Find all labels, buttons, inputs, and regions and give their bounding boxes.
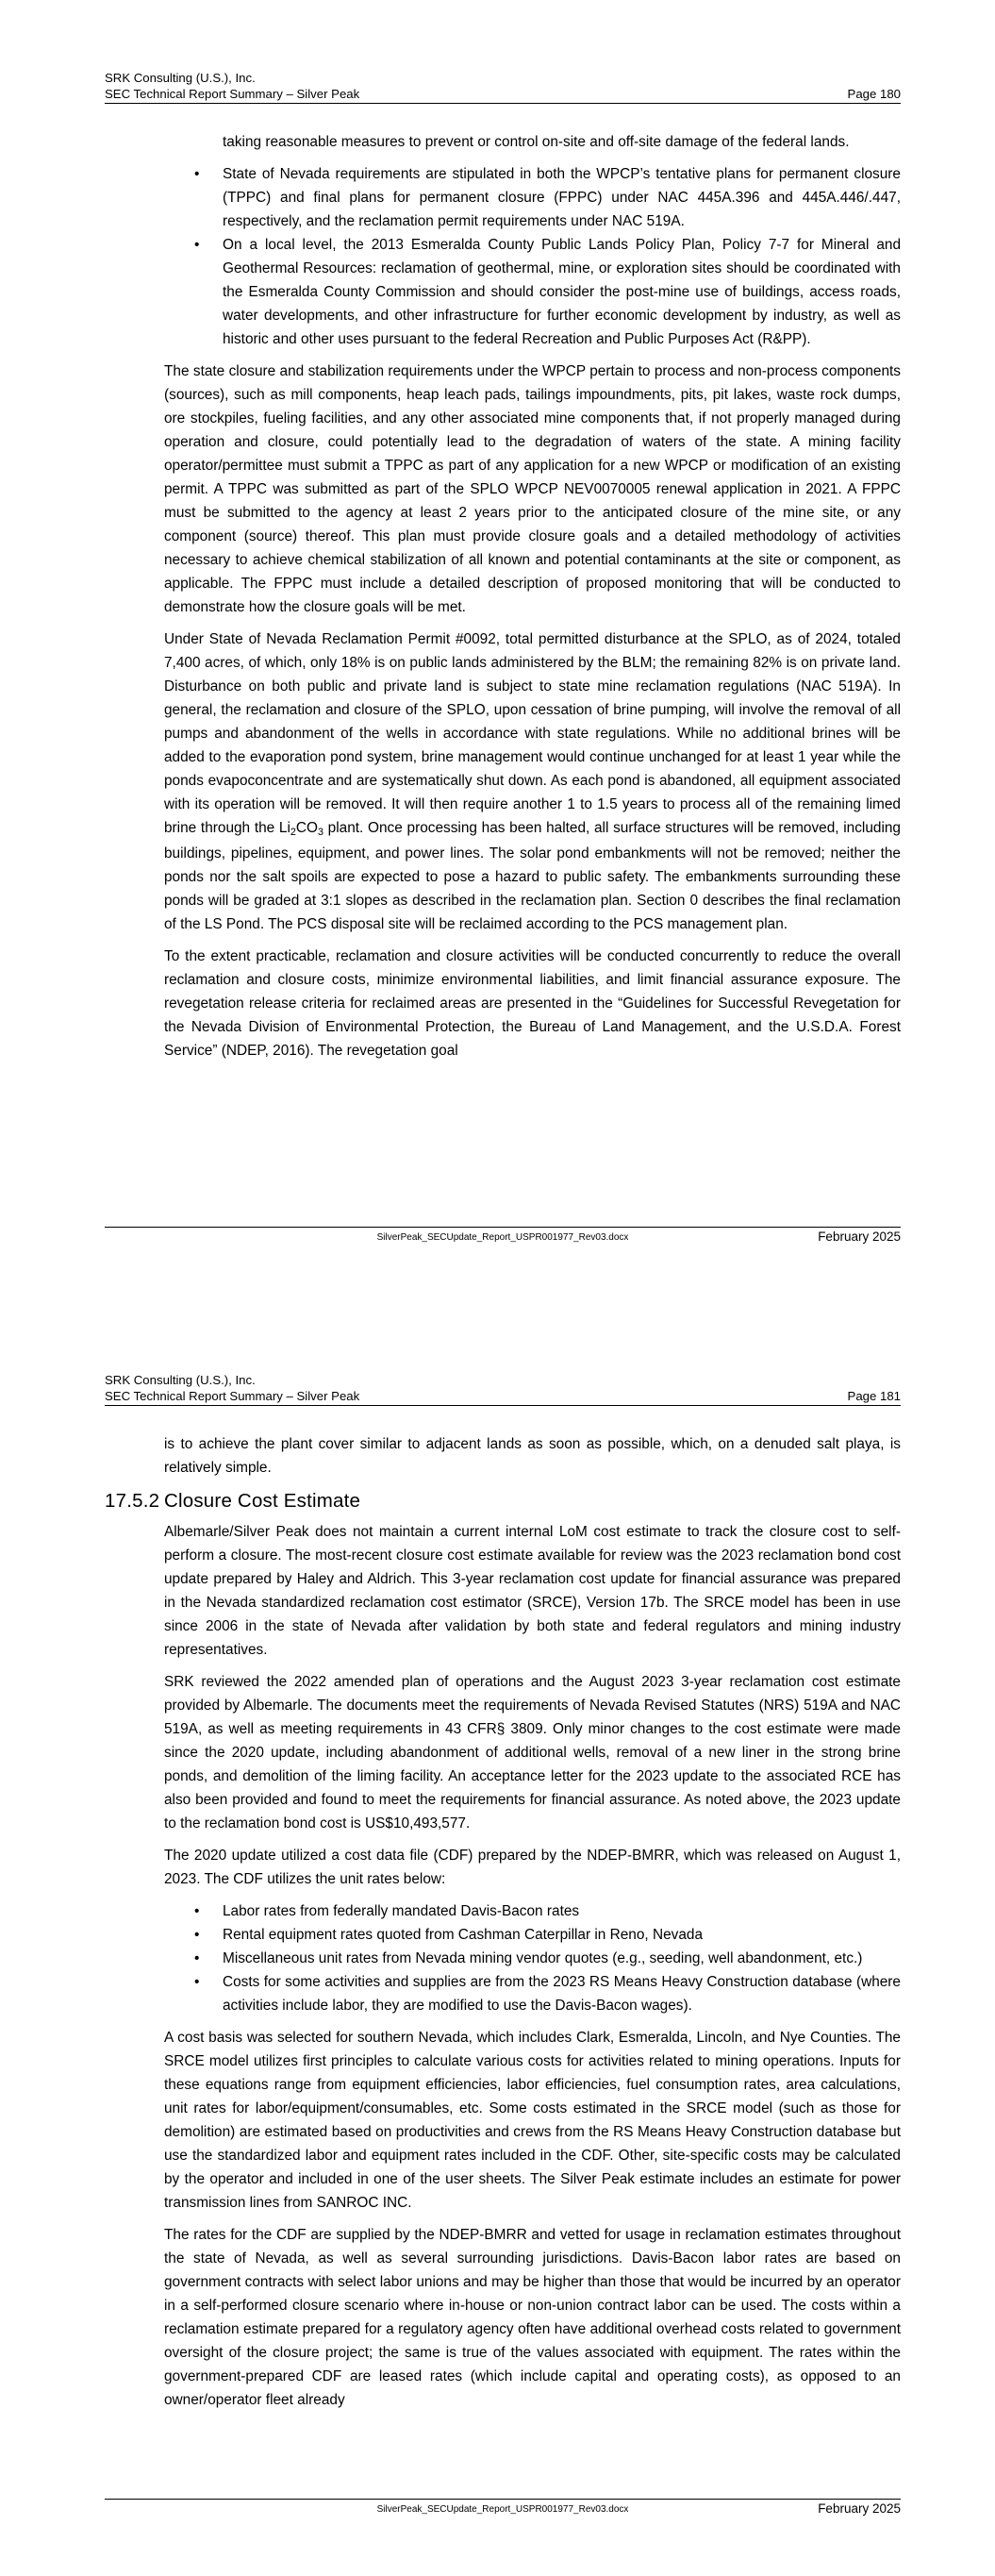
paragraph-wpcp-closure: The state closure and stabilization requirements under the WPCP pertain to process and non-process components (sources), such as mill components, heap leach pads, tailings impoundments, pits, pit lakes, waste rock dumps, ore stockpiles, fueling facilities, and any other associated mine components that, if not properly managed during operation and closure, could potentially lead to the degradation of waters of the state. A mining facility operator/permittee must submit a TPPC as part of any application for a new WPCP or modification of an existing permit. A TPPC was submitted as part of the SPLO WPCP NEV0070005 renewal application in 2021. A FPPC must be submitted to the agency at least 2 years prior to the anticipated closure of the mine site, or any component (source) thereof. This plan must provide closure goals and a detailed methodology of activities necessary to achieve chemical stabilization of all known and potential contaminants at the site or component, as applicable. The FPPC must include a detailed description of proposed monitoring that will be conducted to demonstrate how the closure goals will be met. (164, 363, 901, 615)
footer-filename: SilverPeak_SECUpdate_Report_USPR001977_Rev03.docx (376, 2504, 629, 2515)
page-number: Page 180 (847, 86, 901, 101)
list-item: • On a local level, the 2013 Esmeralda County Public Lands Policy Plan, Policy 7-7 for Mineral and Geothermal Resources: reclamation of geothermal, mine, or exploration sites should be coordinated with the Esmeralda County Commission and should consider the post-mine use of buildings, access roads, water developments, and other infrastructure for further economic development by industry, as well as historic and other uses pursuant to the federal Recreation and Public Purposes Act (R&PP). (223, 233, 901, 351)
bullet-icon: • (194, 1950, 200, 1966)
bullet-icon: • (194, 1903, 200, 1919)
footer-filename: SilverPeak_SECUpdate_Report_USPR001977_Rev03.docx (376, 1232, 629, 1243)
bullet-icon: • (194, 1974, 200, 1990)
header-report-title: SEC Technical Report Summary – Silver Peak (105, 86, 360, 101)
bullet-icon: • (194, 1927, 200, 1943)
page-footer (105, 1227, 901, 1244)
list-item: • Miscellaneous unit rates from Nevada mining vendor quotes (e.g., seeding, well abandonment, etc.) (223, 1947, 901, 1970)
unit-rates-bullet-list (164, 1899, 901, 2017)
list-item: • Labor rates from federally mandated Davis-Bacon rates (223, 1899, 901, 1923)
bullet-icon: • (194, 166, 200, 182)
requirements-bullet-list (164, 162, 901, 351)
page-header (105, 1373, 901, 1406)
page-header (105, 71, 901, 104)
list-item: • Rental equipment rates quoted from Cashman Caterpillar in Reno, Nevada (223, 1923, 901, 1947)
bullet-icon: • (194, 237, 200, 253)
header-report-title: SEC Technical Report Summary – Silver Peak (105, 1388, 360, 1403)
paragraph-revegetation: To the extent practicable, reclamation and closure activities will be conducted concurrently to reduce the overall reclamation and closure costs, minimize environmental liabilities, and limit financial assurance exposure. The revegetation release criteria for reclaimed areas are presented in the “Guidelines for Successful Revegetation for the Nevada Division of Environmental Protection, the Bureau of Land Management, and the U.S.D.A. Forest Service” (NDEP, 2016). The revegetation goal (164, 948, 901, 1059)
footer-date: February 2025 (818, 2501, 901, 2516)
page-body (164, 130, 901, 1071)
header-company: SRK Consulting (U.S.), Inc. (105, 71, 256, 85)
list-item: • State of Nevada requirements are stipulated in both the WPCP’s tentative plans for permanent closure (TPPC) and final plans for permanent closure (FPPC) under NAC 445A.396 and 445A.446/.447, respectively, and the reclamation permit requirements under NAC 519A. (223, 162, 901, 233)
page-181 (0, 1302, 995, 2576)
section-number: 17.5.2 (105, 1490, 160, 1512)
header-company: SRK Consulting (U.S.), Inc. (105, 1373, 256, 1387)
section-title: Closure Cost Estimate (164, 1490, 361, 1512)
section-heading (105, 1488, 901, 1514)
paragraph-cdf-rates: The rates for the CDF are supplied by the NDEP-BMRR and vetted for usage in reclamation estimates throughout the state of Nevada, as well as several surrounding jurisdictions. Davis-Bacon labor rates are based on government contracts with select labor unions and may be higher than those that would be incurred by an operator in a self-performed closure scenario where in-house or non-union contract labor can be used. The costs within a reclamation estimate prepared for a regulatory agency often have additional overhead costs related to government oversight of the closure project; the same is true of the values associated with equipment. The rates within the government-prepared CDF are leased rates (which include capital and operating costs), as opposed to an owner/operator fleet already (164, 2227, 901, 2408)
continued-paragraph: is to achieve the plant cover similar to adjacent lands as soon as possible, which, on a denuded salt playa, is relatively simple. (164, 1436, 901, 1476)
paragraph-srk-review: SRK reviewed the 2022 amended plan of operations and the August 2023 3-year reclamation cost estimate provided by Albemarle. The documents meet the requirements of Nevada Revised Statutes (NRS) 519A and NAC 519A, as well as meeting requirements in 43 CFR§ 3809. Only minor changes to the cost estimate were made since the 2020 update, including abandonment of additional wells, removal of a new liner in the strong brine ponds, and demolition of the liming facility. An acceptance letter for the 2023 update to the associated RCE has also been provided and found to meet the requirements for financial assurance. As noted above, the 2023 update to the reclamation bond cost is US$10,493,577. (164, 1674, 901, 1832)
footer-date: February 2025 (818, 1229, 901, 1244)
list-item: • Costs for some activities and supplies are from the 2023 RS Means Heavy Construction database (where activities include labor, they are modified to use the Davis-Bacon wages). (223, 1970, 901, 2017)
continued-bullet-text: taking reasonable measures to prevent or control on-site and off-site damage of the federal lands. (223, 134, 850, 150)
paragraph-cost-basis: A cost basis was selected for southern Nevada, which includes Clark, Esmeralda, Lincoln, and Nye Counties. The SRCE model utilizes first principles to calculate various costs for activities related to mining operations. Inputs for these equations range from equipment efficiencies, labor efficiencies, fuel consumption rates, area calculations, unit rates for labor/equipment/consumables, etc. Some costs estimated in the SRCE model (such as those for demolition) are estimated based on productivities and crews from the RS Means Heavy Construction database but use the standardized labor and equipment rates included in the CDF. Other, site-specific costs may be calculated by the operator and included in one of the user sheets. The Silver Peak estimate includes an estimate for power transmission lines from SANROC INC. (164, 2030, 901, 2211)
page-footer (105, 2499, 901, 2516)
page-number: Page 181 (847, 1388, 901, 1403)
paragraph-cdf: The 2020 update utilized a cost data file (CDF) prepared by the NDEP-BMRR, which was released on August 1, 2023. The CDF utilizes the unit rates below: (164, 1848, 901, 1887)
page-body (105, 1432, 901, 2420)
paragraph-closure-estimate: Albemarle/Silver Peak does not maintain a current internal LoM cost estimate to track the closure cost to self-perform a closure. The most-recent closure cost estimate available for review was the 2023 reclamation bond cost update prepared by Haley and Aldrich. This 3-year reclamation cost update for financial assurance was prepared in the Nevada standardized reclamation cost estimator (SRCE), Version 17b. The SRCE model has been in use since 2006 in the state of Nevada after validation by both state and federal regulators and mining industry representatives. (164, 1524, 901, 1658)
paragraph-reclamation-permit: Under State of Nevada Reclamation Permit #0092, total permitted disturbance at the SPLO, as of 2024, totaled 7,400 acres, of which, only 18% is on public lands administered by the BLM; the remaining 82% is on private land. Disturbance on both public and private land is subject to state mine reclamation regulations (NAC 519A). In general, the reclamation and closure of the SPLO, upon cessation of brine pumping, will involve the removal of all pumps and abandonment of the wells in accordance with state regulations. While no additional brines will be added to the evaporation pond system, brine management would continue unchanged for at least 1 year while the ponds evapoconcentrate and are systematically shut down. As each pond is abandoned, all equipment associated with its operation will be removed. It will then require another 1 to 1.5 years to process all of the remaining limed brine through the $Li_2CO_3$ plant. Once processing has been halted, all surface structures will be removed, including buildings, pipelines, equipment, and power lines. The solar pond embankments will not be removed; neither the ponds nor the salt spoils are expected to pose a hazard to public safety. The embankments surrounding these ponds will be graded at 3:1 slopes as described in the reclamation plan. Section 0 describes the final reclamation of the LS Pond. The PCS disposal site will be reclaimed according to the PCS management plan. (164, 631, 901, 932)
